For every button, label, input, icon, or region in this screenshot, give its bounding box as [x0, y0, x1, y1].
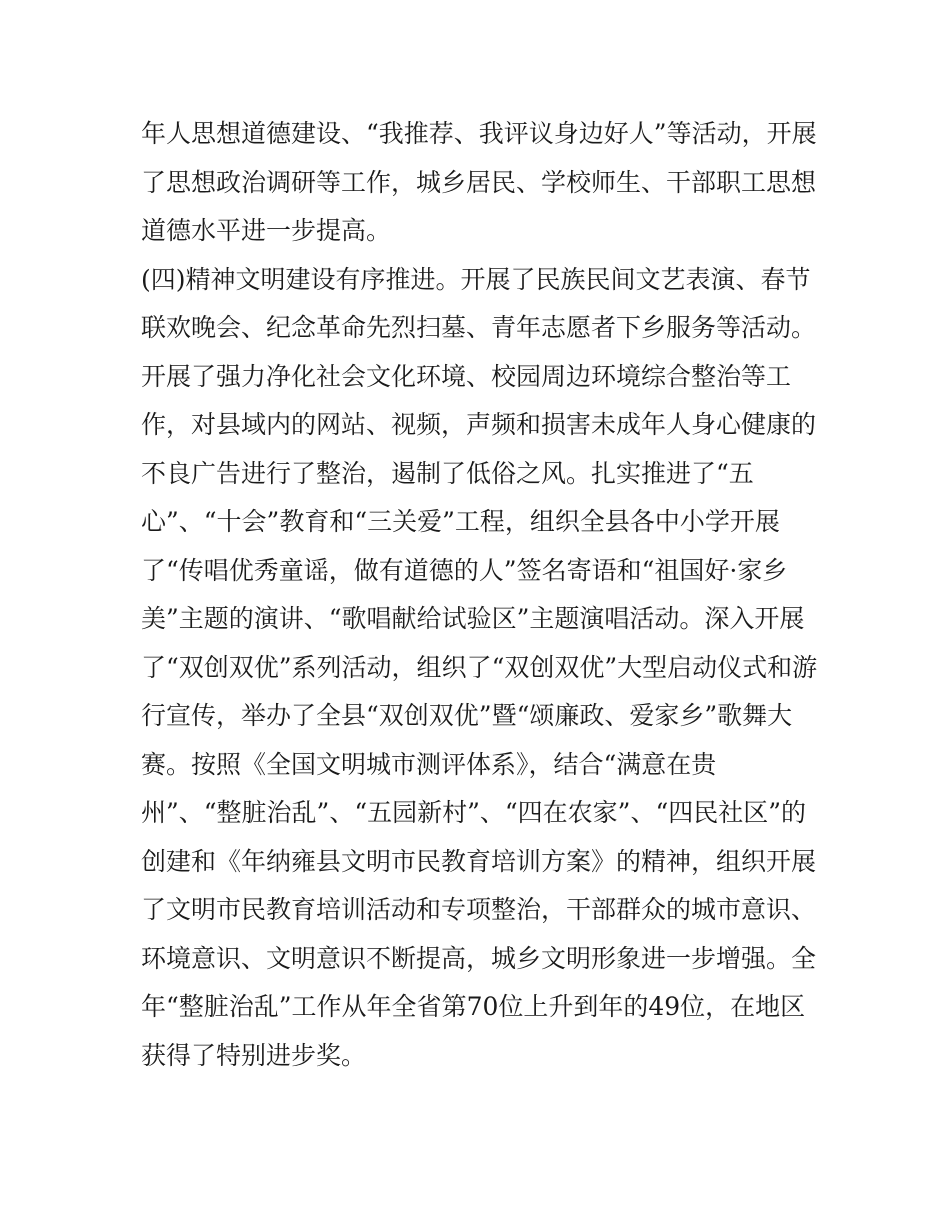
text-line: 作，对县域内的网站、视频，声频和损害未成年人身心健康的: [141, 410, 817, 439]
text-line: 年“整脏治乱”工作从年全省第70位上升到年的49位，在地区: [141, 992, 806, 1021]
text-line: 环境意识、文明意识不断提高，城乡文明形象进一步增强。全: [141, 943, 817, 973]
text-line: 了“双创双优”系列活动，组织了“双创双优”大型启动仪式和游: [141, 652, 818, 682]
text-line: 获得了特别进步奖。: [141, 1040, 367, 1070]
text-line: 了文明市民教育培训活动和专项整治，干部群众的城市意识、: [141, 895, 817, 924]
text-line: 创建和《年纳雍县文明市民教育培训方案》的精神，组织开展: [141, 846, 817, 876]
text-line: 开展了强力净化社会文化环境、校园周边环境综合整治等工: [141, 361, 792, 391]
text-line: 不良广告进行了整治，遏制了低俗之风。扎实推进了“五: [141, 458, 754, 488]
text-line: 联欢晚会、纪念革命先烈扫墓、青年志愿者下乡服务等活动。: [141, 313, 817, 342]
text-line: 美”主题的演讲、“歌唱献给试验区”主题演唱活动。深入开展: [141, 604, 805, 633]
body-text: [141, 110, 821, 1080]
text-line: 了“传唱优秀童谣，做有道德的人”签名寄语和“祖国好·家乡: [141, 555, 788, 585]
text-line: 年人思想道德建设、“我推荐、我评议身边好人”等活动，开展: [141, 119, 817, 148]
text-line: 行宣传，举办了全县“双创双优”暨“颂廉政、爱家乡”歌舞大: [141, 701, 793, 730]
text-line: 赛。按照《全国文明城市测评体系》，结合“满意在贵: [141, 749, 717, 779]
text-line: 道德水平进一步提高。: [141, 216, 392, 245]
text-line: 了思想政治调研等工作，城乡居民、学校师生、干部职工思想: [141, 167, 817, 197]
text-line: 州”、“整脏治乱”、“五园新村”、“四在农家”、“四民社区”的: [141, 798, 807, 827]
text-line: 心”、“十会”教育和“三关爱”工程，组织全县各中小学开展: [141, 507, 780, 536]
section-heading-line: (四)精神文明建设有序推进。开展了民族民间文艺表演、春节: [141, 264, 811, 294]
